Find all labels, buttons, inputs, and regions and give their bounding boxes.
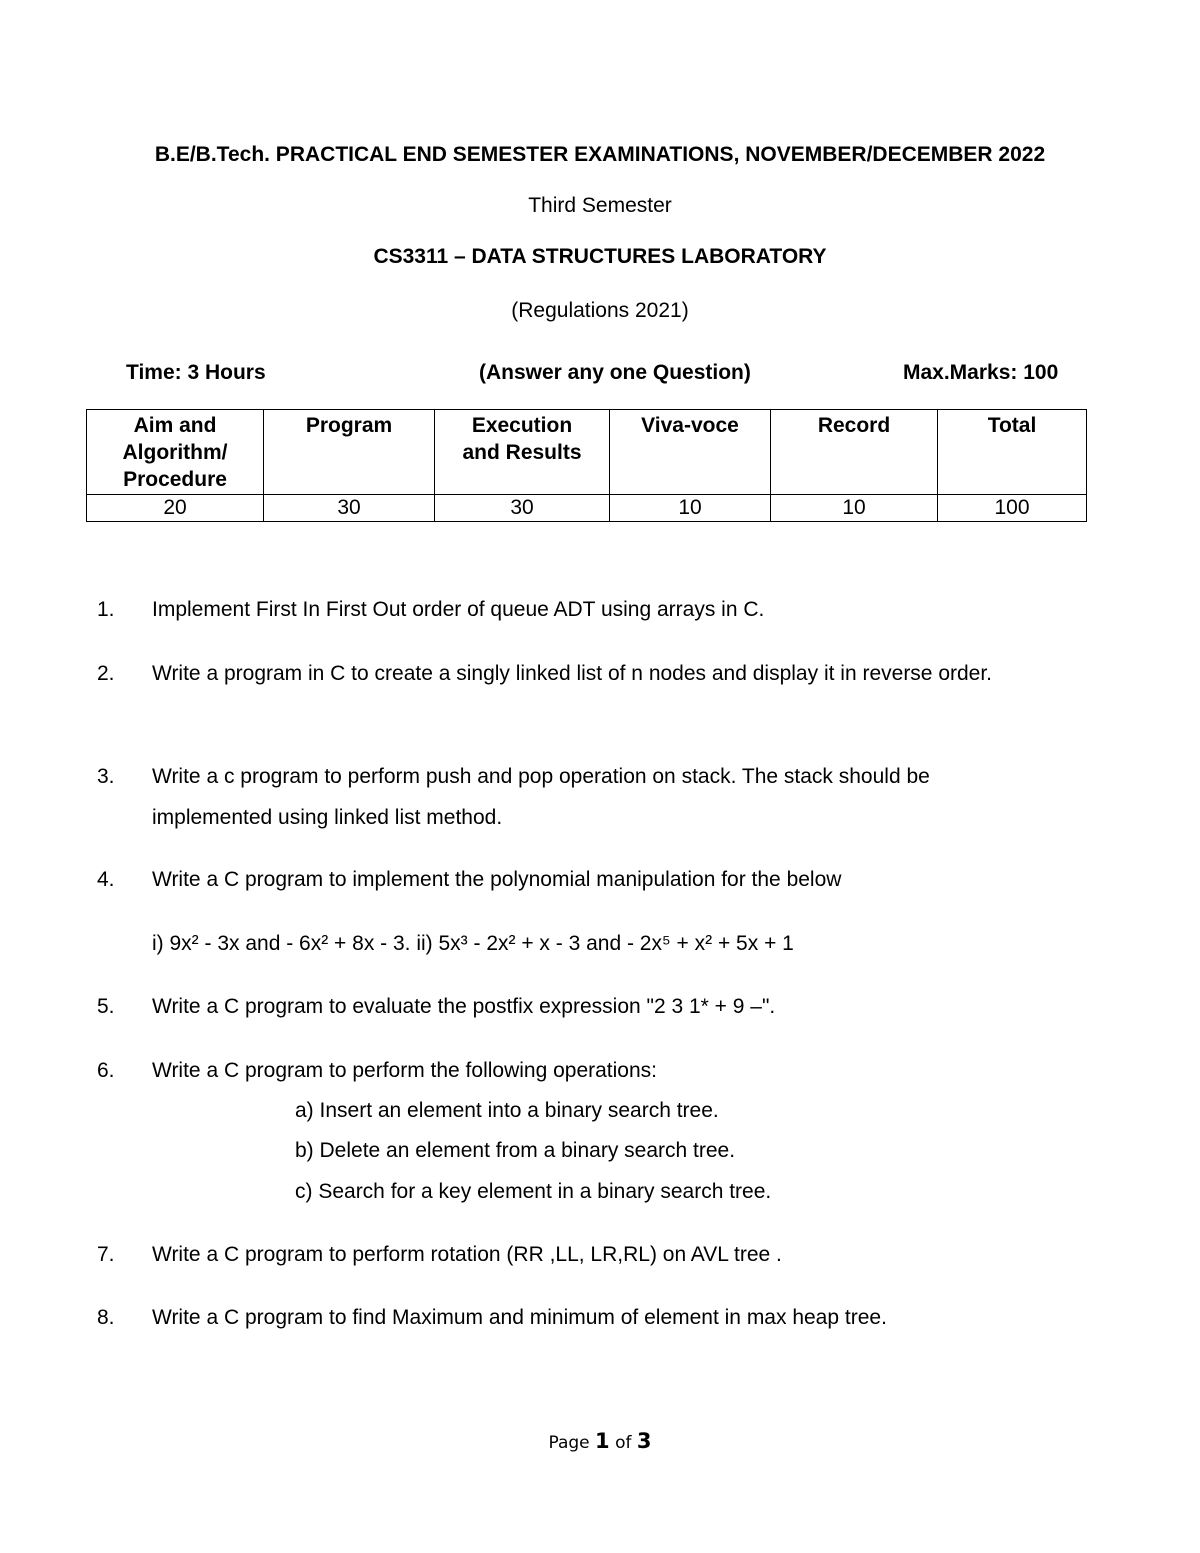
question-text: Write a C program to perform the following operations: [152,1059,658,1082]
page-current: 1 [595,1429,610,1453]
marks-value-total: 100 [938,495,1087,522]
question-number: 2. [97,662,115,685]
question-number: 3. [97,765,115,788]
question-number: 7. [97,1243,115,1266]
question-text: Write a C program to find Maximum and minimum of element in max heap tree. [152,1306,887,1329]
question-number: 6. [97,1059,115,1082]
page-word: Page [548,1433,590,1453]
regulations-label: (Regulations 2021) [511,299,689,322]
marks-header-program: Program [264,410,435,495]
max-marks-label: Max.Marks: 100 [903,361,1059,384]
page-total: 3 [636,1429,652,1453]
question-text: Write a C program to evaluate the postfix expression "2 3 1* + 9 –". [152,995,776,1018]
of-word: of [615,1433,632,1453]
sub-item: b) Delete an element from a binary search tree. [295,1139,736,1162]
marks-table [86,409,1087,522]
question-number: 1. [97,598,115,621]
marks-table-values-row [87,495,1087,522]
page-footer [0,1429,1200,1453]
marks-header-execution: Execution and Results [435,410,610,495]
marks-value-execution: 30 [435,495,610,522]
semester-label: Third Semester [528,194,672,217]
marks-value-aim: 20 [87,495,264,522]
marks-header-viva: Viva-voce [610,410,771,495]
course-title: CS3311 – DATA STRUCTURES LABORATORY [373,245,827,268]
question-number: 5. [97,995,115,1018]
question-text: Write a c program to perform push and pop operation on stack. The stack should be implemented using linked list method. [152,765,930,829]
marks-value-record: 10 [771,495,938,522]
question-text: Write a program in C to create a singly linked list of n nodes and display it in reverse order. [152,662,993,685]
marks-header-aim: Aim and Algorithm/ Procedure [87,410,264,495]
marks-header-total: Total [938,410,1087,495]
question-text: Write a C program to implement the polynomial manipulation for the below [152,868,842,891]
polynomial-expressions: i) 9x² - 3x and - 6x² + 8x - 3. ii) 5x³ - 2x² + x - 3 and - 2x⁵ + x² + 5x + 1 [152,932,794,955]
marks-value-program: 30 [264,495,435,522]
sub-item: a) Insert an element into a binary search tree. [295,1099,719,1122]
marks-header-record: Record [771,410,938,495]
question-number: 8. [97,1306,115,1329]
marks-value-viva: 10 [610,495,771,522]
exam-title: B.E/B.Tech. PRACTICAL END SEMESTER EXAMINATIONS, NOVEMBER/DECEMBER 2022 [154,143,1046,166]
answer-instruction: (Answer any one Question) [479,361,751,384]
time-label: Time: 3 Hours [126,361,266,384]
question-number: 4. [97,868,115,891]
question-text: Write a C program to perform rotation (RR ,LL, LR,RL) on AVL tree . [152,1243,782,1266]
sub-item: c) Search for a key element in a binary search tree. [295,1180,772,1203]
question-text: Implement First In First Out order of queue ADT using arrays in C. [152,598,765,621]
marks-table-header-row [87,410,1087,495]
